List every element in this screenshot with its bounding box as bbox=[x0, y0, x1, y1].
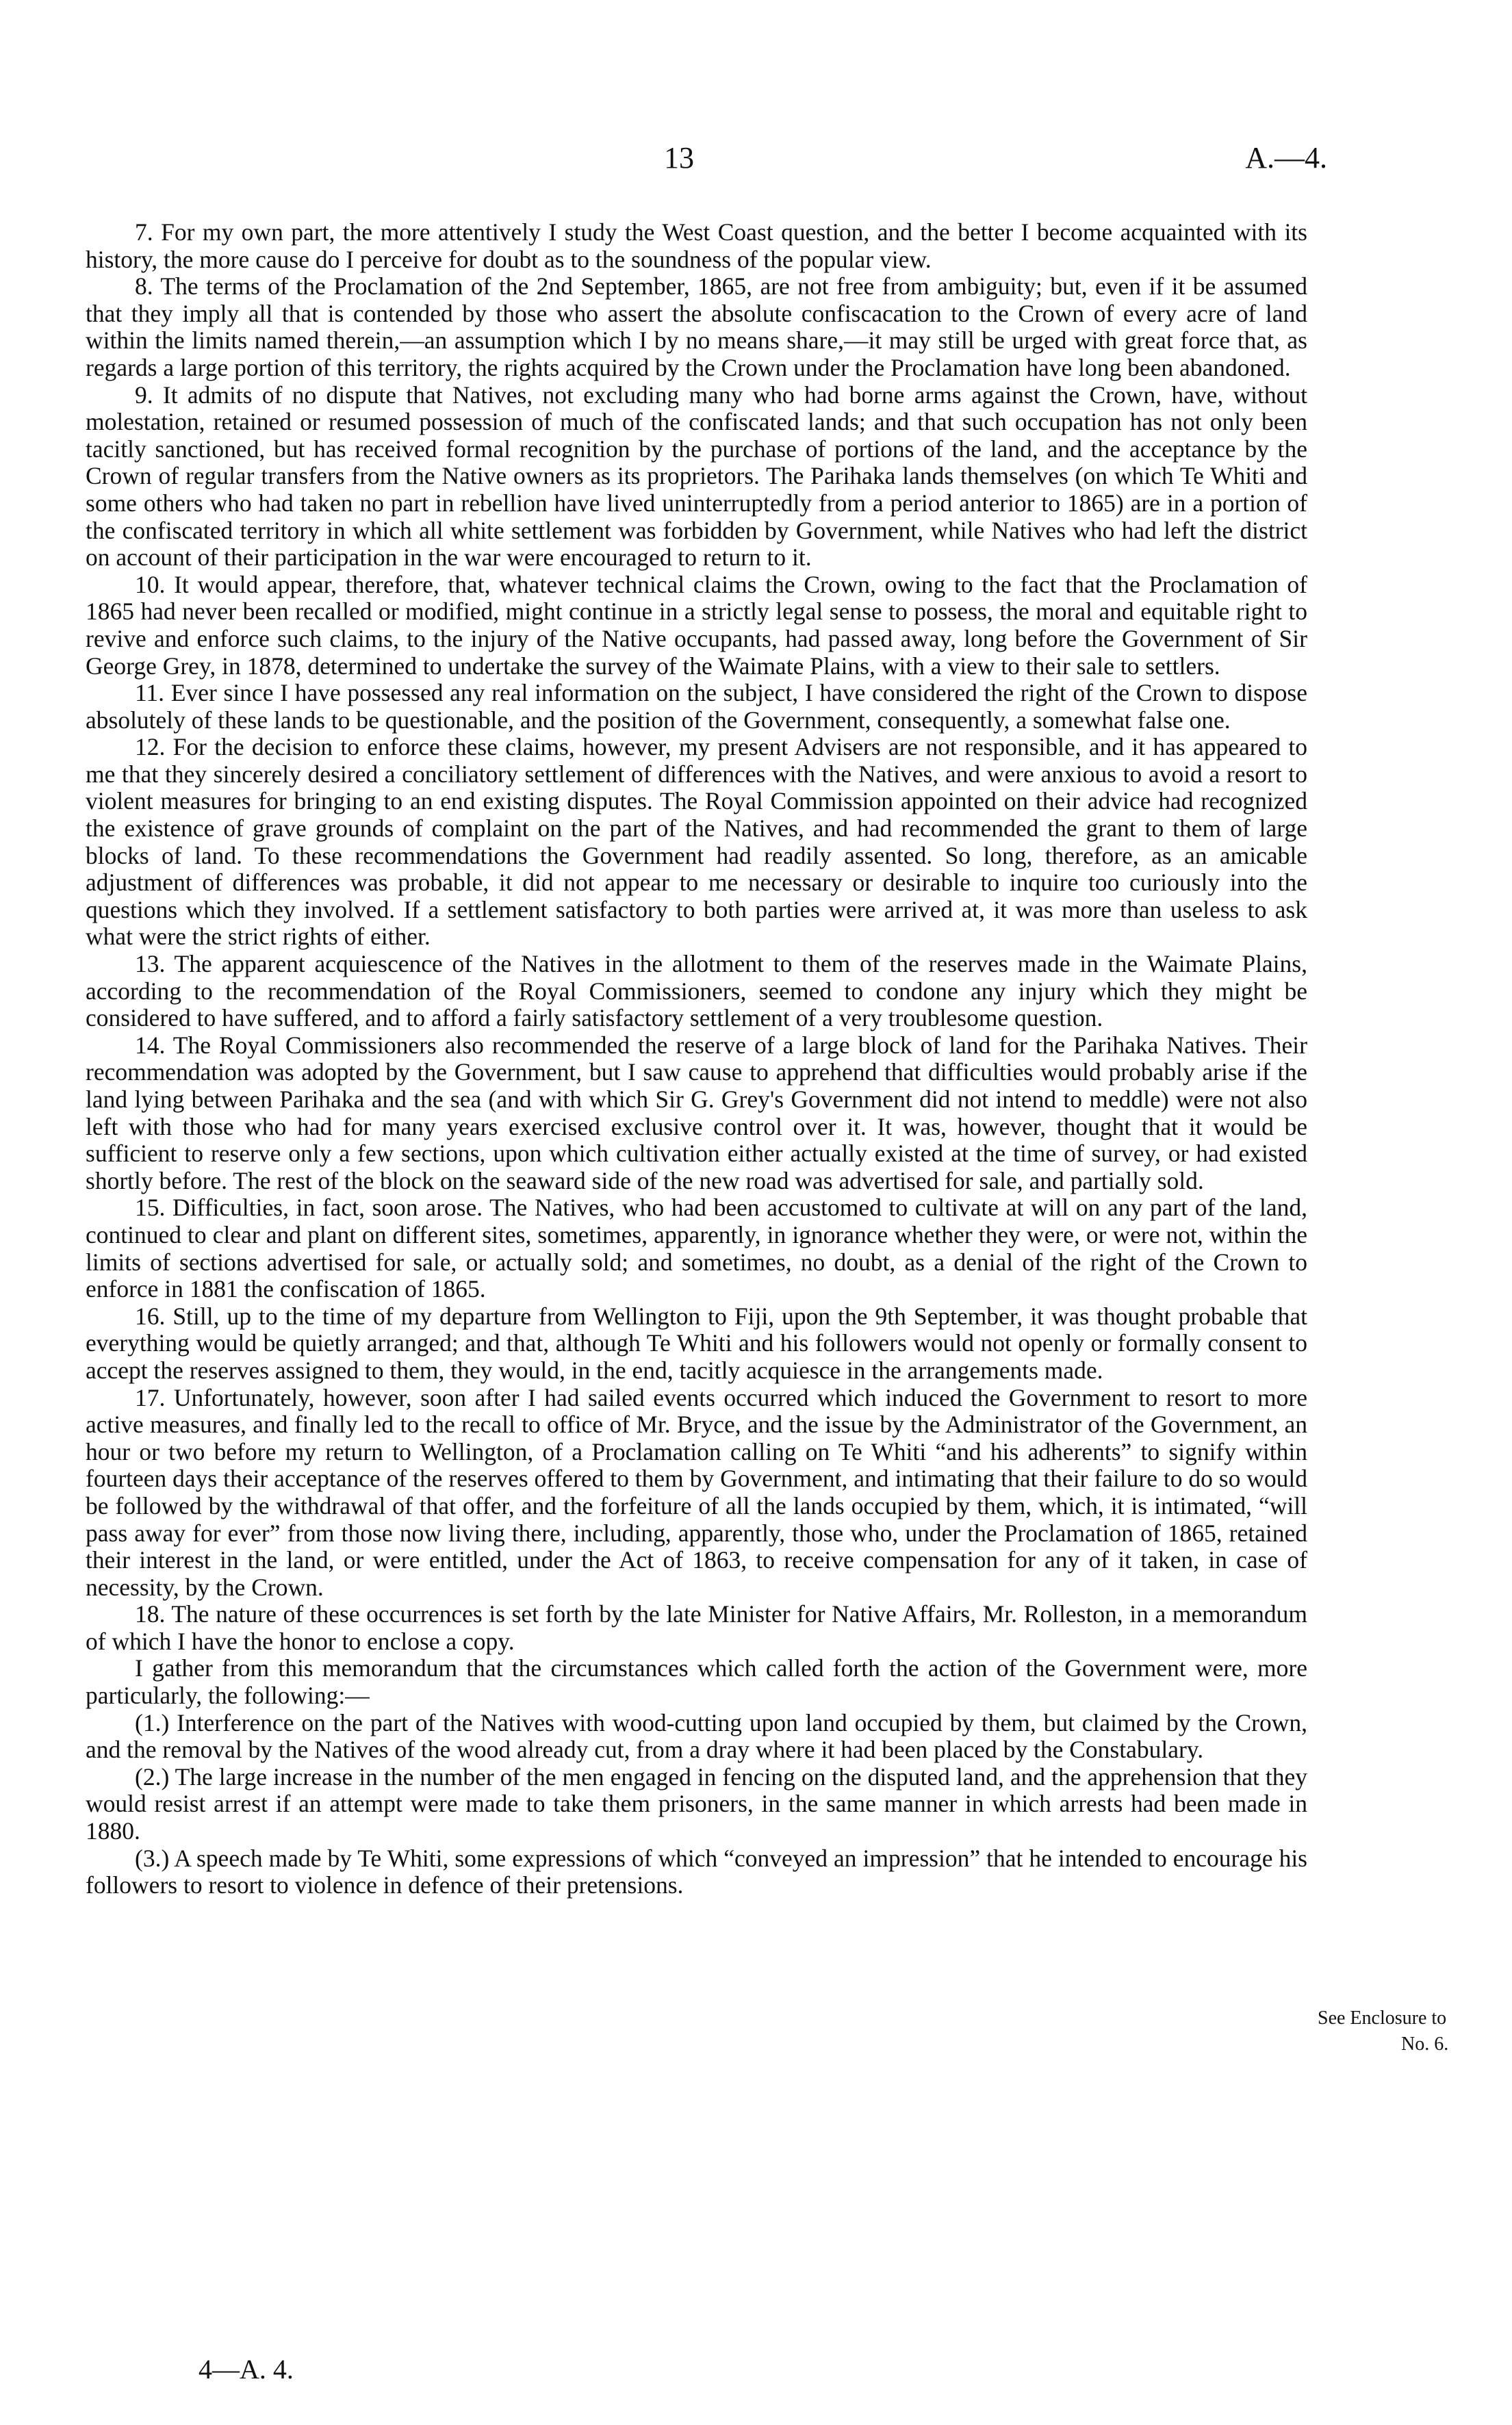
page-number: 13 bbox=[664, 141, 694, 175]
paragraph-16: 16. Still, up to the time of my departure from Wellington to Fiji, upon the 9th September, it was thought probable that everything would be quietly arranged; and that, although Te Whiti and his followers would not openly or formally consent to accept the reserves assigned to them, they would, in the end, tacitly acquiesce in the arrangements made. bbox=[86, 1302, 1307, 1384]
list-item-2: (2.) The large increase in the number of the men engaged in fencing on the disputed land, and the apprehension that they would resist arrest if an attempt were made to take them prisoners, in the same manner in which arrests had been made in 1880. bbox=[86, 1762, 1307, 1845]
paragraph-14: 14. The Royal Commissioners also recommended the reserve of a large block of land for the Parihaka Natives. Their recommendation was adopted by the Government, but I saw cause to apprehend that difficulties would probably arise if the land lying between Parihaka and the sea (and with which Sir G. Grey's Government did not intend to meddle) were not also left with those who had for many years exercised exclusive control over it. It was, however, thought that it would be sufficient to reserve only a few sections, upon which cultivation either actually existed at the time of survey, or had existed shortly before. The rest of the block on the seaward side of the new road was advertised for sale, and partially sold. bbox=[86, 1031, 1307, 1194]
paragraph-intro-list: I gather from this memorandum that the circumstances which called forth the action of the Government were, more particularly, the following:— bbox=[86, 1654, 1307, 1710]
list-item-3: (3.) A speech made by Te Whiti, some expressions of which “conveyed an impression” that he intended to encourage his followers to resort to violence in defence of their pretensions. bbox=[86, 1844, 1307, 1899]
paragraph-17: 17. Unfortunately, however, soon after I had sailed events occurred which induced the Government to resort to more active measures, and finally led to the recall to office of Mr. Bryce, and the issue by the Administrator of the Government, an hour or two before my return to Wellington, of a Proclamation calling on Te Whiti “and his adherents” to signify within fourteen days their acceptance of the reserves offered to them by Government, and intimating that their failure to do so would be followed by the withdrawal of that offer, and the forfeiture of all the lands occupied by them, which, it is intimated, “will pass away for ever” from those now living there, including, apparently, those who, under the Proclamation of 1865, retained their interest in the land, or were entitled, under the Act of 1863, to receive compensation for any of it taken, in case of necessity, by the Crown. bbox=[86, 1383, 1307, 1601]
document-reference: A.—4. bbox=[1245, 141, 1327, 175]
paragraph-18: 18. The nature of these occurrences is set forth by the late Minister for Native Affairs, Mr. Rolleston, in a memorandum of which I have the honor to enclose a copy. bbox=[86, 1600, 1307, 1655]
paragraph-9: 9. It admits of no dispute that Natives, not excluding many who had borne arms against the Crown, have, without molestation, retained or resumed possession of much of the confiscated lands; and that such occupation has not only been tacitly sanctioned, but has received formal recognition by the purchase of portions of the land, and the acceptance by the Crown of regular transfers from the Native owners as its proprietors. The Parihaka lands themselves (on which Te Whiti and some others who had taken no part in rebellion have lived uninterruptedly from a period anterior to 1865) are in a portion of the confiscated territory in which all white settlement was forbidden by Government, while Natives who had left the district on account of their participation in the war were encouraged to return to it. bbox=[86, 381, 1307, 572]
paragraph-13: 13. The apparent acquiescence of the Natives in the allotment to them of the reserves made in the Waimate Plains, according to the recommendation of the Royal Commissioners, seemed to condone any injury which they might be considered to have suffered, and to afford a fairly satisfactory settlement of a very troublesome question. bbox=[86, 950, 1307, 1032]
paragraph-15: 15. Difficulties, in fact, soon arose. The Natives, who had been accustomed to cultivate at will on any part of the land, continued to clear and plant on different sites, sometimes, apparently, in ignorance whether they were, or were not, within the limits of sections advertised for sale, or actually sold; and sometimes, no doubt, as a denial of the right of the Crown to enforce in 1881 the confiscation of 1865. bbox=[86, 1194, 1307, 1303]
page-header bbox=[0, 140, 1512, 181]
paragraph-11: 11. Ever since I have possessed any real information on the subject, I have considered the right of the Crown to dispose absolutely of these lands to be questionable, and the position of the Government, consequently, a somewhat false one. bbox=[86, 679, 1307, 734]
marginal-note-line-2: No. 6. bbox=[1401, 2033, 1449, 2055]
paragraph-12: 12. For the decision to enforce these claims, however, my present Advisers are not responsible, and it has appeared to me that they sincerely desired a conciliatory settlement of differences with the Natives, and were anxious to avoid a resort to violent measures for bringing to an end existing disputes. The Royal Commission appointed on their advice had recognized the existence of grave grounds of complaint on the part of the Natives, and had recommended the grant to them of large blocks of land. To these recommendations the Government had readily assented. So long, therefore, as an amicable adjustment of differences was probable, it did not appear to me necessary or desirable to inquire too curiously into the questions which they involved. If a settlement satisfactory to both parties were arrived at, it was more than useless to ask what were the strict rights of either. bbox=[86, 733, 1307, 951]
page-signature: 4—A. 4. bbox=[198, 2354, 294, 2385]
paragraph-7: 7. For my own part, the more attentively I study the West Coast question, and the better I become acquainted with its history, the more cause do I perceive for doubt as to the soundness of the popular view. bbox=[86, 218, 1307, 273]
marginal-note bbox=[1318, 2005, 1509, 2057]
list-item-1: (1.) Interference on the part of the Natives with wood-cutting upon land occupied by them, but claimed by the Crown, and the removal by the Natives of the wood already cut, from a dray where it had been placed by the Constabulary. bbox=[86, 1708, 1307, 1764]
paragraph-8: 8. The terms of the Proclamation of the 2nd September, 1865, are not free from ambiguity; but, even if it be assumed that they imply all that is contended by those who assert the absolute confiscacation to the Crown of every acre of land within the limits named therein,—an assumption which I by no means share,—it may still be urged with great force that, as regards a large portion of this territory, the rights acquired by the Crown under the Proclamation have long been abandoned. bbox=[86, 272, 1307, 381]
marginal-note-line-1: See Enclosure to bbox=[1318, 2007, 1447, 2029]
body-text bbox=[86, 219, 1307, 1899]
paragraph-10: 10. It would appear, therefore, that, whatever technical claims the Crown, owing to the fact that the Proclamation of 1865 had never been recalled or modified, might continue in a strictly legal sense to possess, the moral and equitable right to revive and enforce such claims, to the injury of the Native occupants, had passed away, long before the Government of Sir George Grey, in 1878, determined to undertake the survey of the Waimate Plains, with a view to their sale to settlers. bbox=[86, 570, 1307, 680]
